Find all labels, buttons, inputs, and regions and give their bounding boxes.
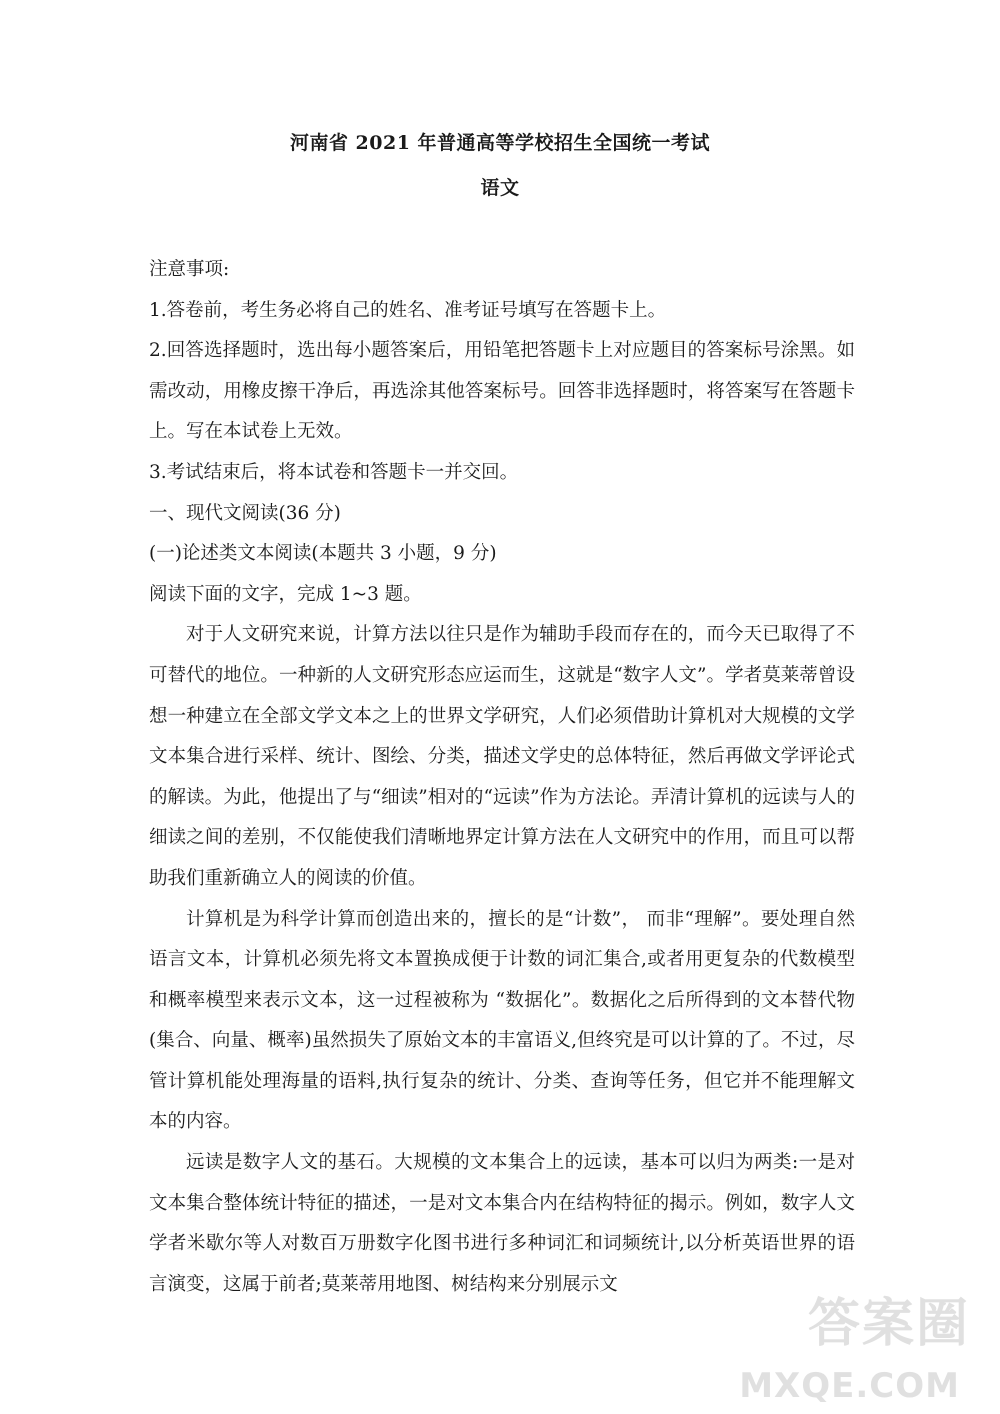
- watermark: [739, 1281, 980, 1406]
- notice-heading: 注意事项:: [149, 259, 230, 280]
- reading-instruction: 阅读下面的文字，完成 1~3 题。: [149, 583, 422, 605]
- notice-item-2: 2.回答选择题时，选出每小题答案后，用铅笔把答题卡上对应题目的答案标号涂黑。如需改动，用橡皮擦干净后，再选涂其他答案标号。回答非选择题时，将答案写在答题卡上。写在本试卷上无效。: [149, 340, 855, 443]
- watermark-url: MXQE.COM: [739, 1366, 960, 1406]
- notice-item-3: 3.考试结束后，将本试卷和答题卡一并交回。: [149, 461, 519, 483]
- watermark-logo: 答案圈: [807, 1294, 970, 1354]
- passage-paragraph-3: 远读是数字人文的基石。大规模的文本集合上的远读，基本可以归为两类:一是对文本集合整体统计特征的描述，一是对文本集合内在结构特征的揭示。例如，数字人文学者米歇尔等人对数百万册数字化图书进行多种词汇和词频统计,以分析英语世界的语言演变，这属于前者;莫莱蒂用地图、树结构来分别展示文: [149, 1152, 855, 1295]
- exam-subject: 语文: [480, 177, 520, 199]
- section-subheading: (一)论述类文本阅读(本题共 3 小题，9 分): [149, 543, 497, 565]
- section-heading: 一、现代文阅读(36 分): [149, 502, 341, 524]
- passage-paragraph-1: 对于人文研究来说，计算方法以往只是作为辅助手段而存在的，而今天已取得了不可替代的地位。一种新的人文研究形态应运而生，这就是“数字人文”。学者莫莱蒂曾设想一种建立在全部文学文本之上的世界文学研究，人们必须借助计算机对大规模的文学文本集合进行采样、统计、图绘、分类，描述文学史的总体特征，然后再做文学评论式的解读。为此，他提出了与“细读”相对的“远读”作为方法论。弄清计算机的远读与人的细读之间的差别，不仅能使我们清晰地界定计算方法在人文研究中的作用，而且可以帮助我们重新确立人的阅读的价值。: [149, 624, 855, 889]
- notice-item-1: 1.答卷前，考生务必将自己的姓名、准考证号填写在答题卡上。: [149, 299, 667, 321]
- exam-title: 河南省 2021 年普通高等学校招生全国统一考试: [289, 132, 711, 154]
- exam-content: [149, 250, 855, 1305]
- passage-paragraph-2: 计算机是为科学计算而创造出来的，擅长的是“计数”， 而非“理解”。要处理自然语言文本，计算机必须先将文本置换成便于计数的词汇集合,或者用更复杂的代数模型和概率模型来表示文本，这一过程被称为 “数据化”。数据化之后所得到的文本替代物(集合、向量、概率)虽然损失了原始文本的丰富语义,但终究是可以计算的了。不过，尽管计算机能处理海量的语料,执行复杂的统计、分类、查询等任务，但它并不能理解文本的内容。: [149, 908, 855, 1133]
